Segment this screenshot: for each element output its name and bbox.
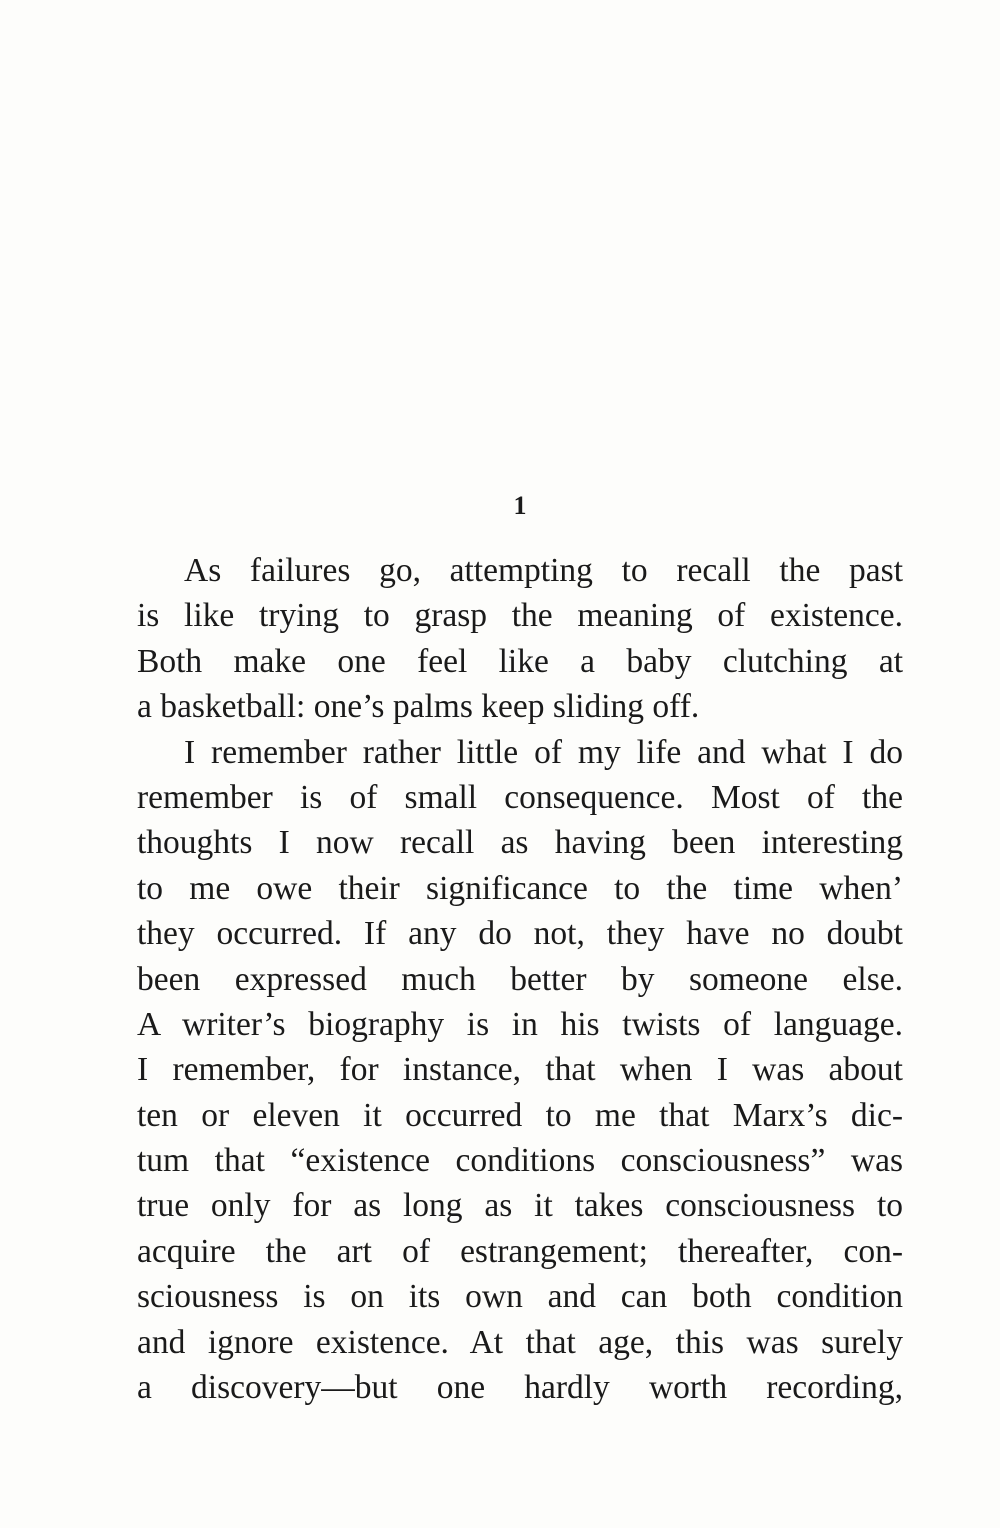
text-line: remember is of small consequence. Most of the <box>137 778 903 816</box>
text-line: sciousness is on its own and can both condition <box>137 1278 903 1316</box>
text-line: thoughts I now recall as having been interesting <box>137 824 903 862</box>
text-line: Both make one feel like a baby clutching at <box>137 642 903 680</box>
text-line: to me owe their significance to the time when’ <box>137 869 903 907</box>
text-line: and ignore existence. At that age, this was surely <box>137 1323 903 1361</box>
text-line: true only for as long as it takes consciousness to <box>137 1187 903 1225</box>
text-line: a discovery—but one hardly worth recording, <box>137 1369 903 1407</box>
text-line: they occurred. If any do not, they have no doubt <box>137 915 903 953</box>
text-line: I remember, for instance, that when I was about <box>137 1051 903 1089</box>
chapter-number: 1 <box>513 491 527 520</box>
text-line: been expressed much better by someone else. <box>137 960 903 998</box>
text-line: tum that “existence conditions consciousness” was <box>137 1142 903 1180</box>
text-line: I remember rather little of my life and what I do <box>184 733 903 771</box>
text-line: A writer’s biography is in his twists of language. <box>137 1005 903 1043</box>
text-line: ten or eleven it occurred to me that Marx’s dic- <box>137 1096 903 1134</box>
text-line: a basketball: one’s palms keep sliding off. <box>137 688 700 726</box>
text-line: As failures go, attempting to recall the past <box>184 552 903 589</box>
body-text <box>137 548 903 1410</box>
text-line: acquire the art of estrangement; thereafter, con- <box>137 1232 903 1270</box>
text-line: is like trying to grasp the meaning of existence. <box>137 597 903 635</box>
